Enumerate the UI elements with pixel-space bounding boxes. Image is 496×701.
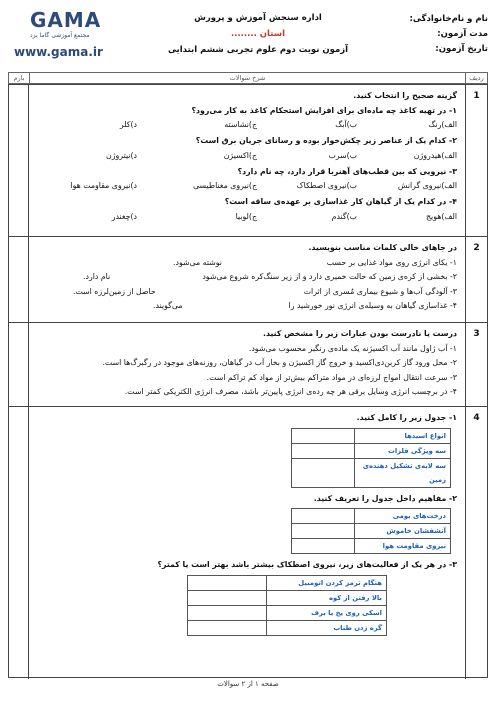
- true-false-1: ۱- آب ژاول مانند آب اکسیژنه یک ماده‌ی رنگبر محسوب می‌شود.: [248, 343, 457, 353]
- exam-date-label: تاریخ آزمون:: [435, 44, 488, 54]
- question-number: 2: [465, 237, 487, 322]
- true-false-3: ۳- سرعت انتقال امواج لرزه‌ای در مواد متراکم بیش‌تر از مواد کم تراکم است.: [206, 372, 457, 382]
- mcq-item-4: ۴- در کدام یک از گیاهان کار غذاسازی بر عهده‌ی ساقه است؟: [224, 197, 457, 206]
- table-row: [188, 575, 387, 590]
- question-body: [29, 85, 465, 236]
- column-header-bar: [8, 72, 488, 84]
- blank-text-left: نوشته می‌شود.: [173, 257, 222, 267]
- mcq-item-3: ۳- نیرویی که بین قطب‌های آهنربا قرار دارد، چه نام دارد؟: [237, 166, 457, 176]
- student-name-label: نام و نام‌خانوادگی:: [409, 14, 488, 24]
- row-label: انواع اسیدها: [355, 428, 451, 443]
- answer-cell[interactable]: [292, 509, 355, 524]
- true-false-2: ۲- محل ورود گاز کربن‌دی‌اکسید و خروج گاز اکسیژن و بخار آب در گیاهان، روزنه‌های موجود در رگبرگ‌ها است.: [102, 358, 457, 367]
- table-row: [292, 428, 451, 443]
- question-title: در جاهای خالی کلمات مناسب بنویسید.: [308, 243, 457, 252]
- question-title: درست یا نادرست بودن عبارات زیر را مشخص کنید.: [263, 329, 457, 338]
- question-number: 3: [465, 323, 487, 406]
- score-cell: [9, 407, 29, 679]
- table-task-title: ۱- جدول زیر را کامل کنید.: [356, 413, 457, 422]
- col-description: شرح سوالات: [29, 73, 465, 83]
- answer-cell[interactable]: [188, 590, 267, 605]
- fill-blank-2: [33, 270, 457, 285]
- table-row: [292, 458, 451, 487]
- row-label: سه لایه‌ی تشکیل دهنده‌ی زمین: [355, 458, 451, 487]
- website-url[interactable]: www.gama.ir: [14, 45, 103, 59]
- row-label: نیروی مقاومت هوا: [355, 539, 451, 554]
- mcq-options-3: [33, 179, 457, 195]
- blank-text-right: ۲- بخشی از کره‌ی زمین که حالت خمیری دارد و از زیر سنگ‌کره شروع می‌شود: [202, 272, 457, 281]
- table-row: [188, 620, 387, 635]
- table-row: [188, 590, 387, 605]
- mcq-options-1: [33, 118, 457, 134]
- blank-text-left: نام دارد.: [83, 272, 111, 281]
- province-name: استان ........: [231, 29, 285, 39]
- option-b[interactable]: ب)آبگ: [335, 120, 357, 129]
- answer-cell[interactable]: [292, 539, 355, 554]
- option-d[interactable]: د)نیروی مقاومت هوا: [70, 181, 137, 190]
- question-4: [9, 407, 487, 679]
- blank-text-right: ۴- غذاسازی گیاهان به وسیله‌ی انرژی نور خورشید را: [288, 301, 457, 310]
- define-task-title: ۲- مفاهیم داخل جدول را تعریف کنید.: [313, 493, 457, 503]
- friction-table: [187, 575, 387, 636]
- gama-logo: [8, 8, 118, 64]
- table-row: [292, 443, 451, 458]
- logo-text: GAMA: [30, 8, 102, 32]
- option-a[interactable]: الف)نیروی گرانش: [397, 181, 457, 190]
- mcq-item-2: ۲- کدام یک از عناصر زیر چکش‌خوار بوده و رسانای جریان برق است؟: [195, 136, 457, 145]
- option-b[interactable]: ب)سرب: [328, 150, 357, 160]
- row-label: سه ویژگی فلزات: [355, 443, 451, 458]
- row-label: درخت‌های بومی: [355, 509, 451, 524]
- option-a[interactable]: الف)هویج: [426, 211, 457, 221]
- logo-subtitle: مجتمع آموزشی گاما یزد: [30, 32, 90, 39]
- mcq-item-1: ۱- در تهیه کاغذ چه ماده‌ای برای افزایش استحکام کاغذ به کار می‌رود؟: [191, 105, 457, 115]
- question-number: 1: [465, 85, 487, 236]
- table-row: [292, 539, 451, 554]
- table-row: [292, 524, 451, 539]
- answer-cell[interactable]: [292, 458, 355, 487]
- blank-text-right: ۱- یکای انرژی روی مواد غذایی بر حسب: [326, 257, 457, 267]
- true-false-4: ۴- در برچسب انرژی وسایل برقی هر چه رده‌ی انرژی پایین‌تر باشد، مصرف انرژی الکتریکی کمتر است.: [124, 387, 457, 396]
- exam-duration-label: مدت آزمون:: [437, 29, 488, 39]
- score-cell: [9, 323, 29, 406]
- answer-cell[interactable]: [188, 605, 267, 620]
- fill-blank-1: [33, 256, 457, 271]
- question-1: [9, 85, 487, 237]
- mcq-options-4: [33, 210, 457, 226]
- question-body: [29, 237, 465, 322]
- fill-blank-3: [33, 285, 457, 300]
- question-2: [9, 237, 487, 323]
- office-name: اداره سنجش آموزش و پرورش: [194, 13, 322, 23]
- option-c[interactable]: ج)لوبیا: [235, 211, 257, 221]
- option-d[interactable]: د)نیتروژن: [106, 150, 137, 160]
- row-label: هنگام ترمز کردن اتومبیل: [267, 575, 387, 590]
- col-row-number: ردیف: [465, 73, 487, 83]
- complete-table: [291, 428, 451, 488]
- option-d[interactable]: د)کلر: [119, 120, 137, 129]
- row-label: بالا رفتن از کوه: [267, 590, 387, 605]
- define-table: [291, 508, 451, 554]
- option-c[interactable]: ج)نیروی مغناطیسی: [193, 181, 257, 190]
- blank-text-left: حاصل از زمین‌لرزه است.: [73, 286, 156, 296]
- page-footer: صفحه ۱ از ۲ سوالات: [217, 680, 279, 688]
- row-label: آتشفشان خاموش: [355, 524, 451, 539]
- question-3: [9, 323, 487, 407]
- option-a[interactable]: الف)هیدروژن: [413, 150, 457, 160]
- table-row: [292, 509, 451, 524]
- row-label: گره زدن طناب: [267, 620, 387, 635]
- option-c[interactable]: ج)اکسیژن: [223, 150, 257, 160]
- option-d[interactable]: د)چغندر: [111, 211, 137, 221]
- col-score: بارم: [13, 74, 25, 82]
- row-label: اسکی روی یخ یا برف: [267, 605, 387, 620]
- student-info: [368, 12, 488, 57]
- answer-cell[interactable]: [188, 575, 267, 590]
- option-b[interactable]: ب)نیروی اصطکاک: [296, 181, 357, 190]
- questions-table: [8, 84, 488, 678]
- question-body: [29, 323, 465, 406]
- answer-cell[interactable]: [292, 443, 355, 458]
- answer-cell[interactable]: [292, 428, 355, 443]
- fill-blank-4: [33, 299, 457, 314]
- exam-header: [8, 8, 488, 64]
- option-a[interactable]: الف)رنگ: [428, 120, 457, 129]
- answer-cell[interactable]: [188, 620, 267, 635]
- score-cell: [9, 237, 29, 322]
- question-body: [29, 407, 465, 679]
- score-cell: [9, 85, 29, 236]
- question-number: 4: [465, 407, 487, 679]
- blank-text-right: ۳- آلودگی آب‌ها و شیوع بیماری مُسری از اثرات: [303, 286, 457, 296]
- exam-title-block: [158, 10, 358, 58]
- exam-title: آزمون نوبت دوم علوم تجربی ششم ابتدایی: [167, 45, 349, 55]
- question-title: گزینه صحیح را انتخاب کنید.: [353, 91, 457, 100]
- option-b[interactable]: ب)گندم: [331, 211, 357, 221]
- blank-text-left: می‌گویند.: [153, 301, 183, 310]
- table-row: [188, 605, 387, 620]
- answer-cell[interactable]: [292, 524, 355, 539]
- mcq-options-2: [33, 149, 457, 165]
- option-c[interactable]: ج)نشاسته: [224, 120, 257, 129]
- friction-task-title: ۳- در هر یک از فعالیت‌های زیر، نیروی اصطکاک بیشتر باشد بهتر است یا کمتر؟: [157, 560, 457, 569]
